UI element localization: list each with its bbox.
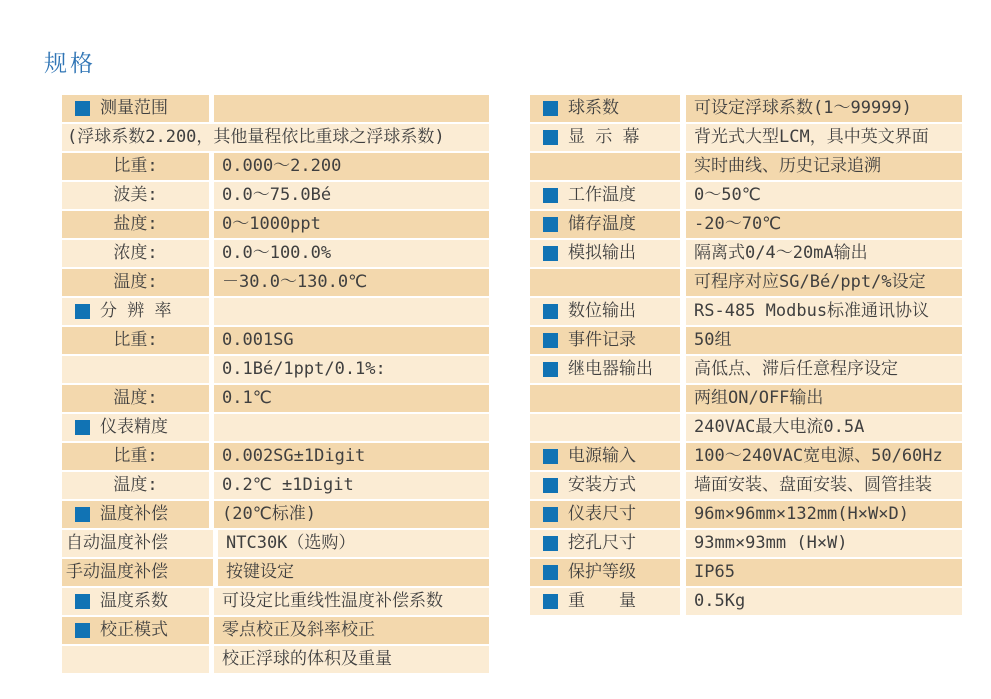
spec-row <box>62 646 489 673</box>
spec-label: 挖孔尺寸 <box>568 533 636 553</box>
spec-value: 背光式大型LCM，具中英文界面 <box>694 127 929 147</box>
bullet-square-icon <box>543 188 558 203</box>
spec-label-cell <box>62 269 209 296</box>
spec-value-cell <box>214 617 489 644</box>
spec-value-cell <box>214 95 489 122</box>
spec-label-cell <box>530 211 680 238</box>
bullet-square-icon <box>75 623 90 638</box>
bullet-square-icon <box>543 101 558 116</box>
bullet-square-icon <box>543 130 558 145</box>
spec-value-cell <box>686 327 962 354</box>
spec-label-cell <box>62 182 209 209</box>
spec-label: 温度: <box>113 388 158 408</box>
spec-value-cell <box>214 385 489 412</box>
spec-label-cell <box>530 414 680 441</box>
spec-value-cell <box>686 153 962 180</box>
spec-label-cell <box>530 95 680 122</box>
spec-value-cell <box>686 240 962 267</box>
spec-value-cell <box>686 95 962 122</box>
spec-label-cell <box>62 211 209 238</box>
spec-label-cell <box>62 327 209 354</box>
spec-label: 盐度: <box>113 214 158 234</box>
bullet-square-icon <box>543 304 558 319</box>
spec-value: 0.1℃ <box>222 388 272 408</box>
spec-value: 100～240VAC宽电源、50/60Hz <box>694 446 943 466</box>
bullet-square-icon <box>543 478 558 493</box>
spec-value-cell <box>218 559 489 586</box>
spec-value-cell <box>214 298 489 325</box>
spec-value-cell <box>218 530 489 557</box>
spec-value: 墙面安装、盘面安装、圆管挂装 <box>694 475 932 495</box>
spec-label-cell <box>62 414 209 441</box>
spec-row <box>62 414 489 441</box>
spec-value-cell <box>214 182 489 209</box>
spec-label-cell <box>62 385 209 412</box>
spec-value-cell <box>214 356 489 383</box>
spec-value-cell <box>214 414 489 441</box>
spec-row <box>530 385 962 412</box>
spec-value: 可设定比重线性温度补偿系数 <box>222 591 443 611</box>
spec-label: 自动温度补偿 <box>66 533 168 553</box>
spec-value: －30.0～130.0℃ <box>222 272 368 292</box>
spec-value: 93mm×93mm (H×W) <box>694 533 848 553</box>
spec-row <box>62 327 489 354</box>
spec-label-cell <box>530 559 680 586</box>
spec-row <box>530 530 962 557</box>
spec-label-cell <box>62 530 213 557</box>
spec-label: 浓度: <box>113 243 158 263</box>
spec-row <box>62 559 489 586</box>
spec-value-cell <box>214 153 489 180</box>
spec-value: 校正浮球的体积及重量 <box>222 649 392 669</box>
spec-value: 0.002SG±1Digit <box>222 446 366 466</box>
spec-row <box>530 356 962 383</box>
spec-label: 比重: <box>113 446 158 466</box>
bullet-square-icon <box>543 507 558 522</box>
right-spec-table <box>530 95 962 617</box>
spec-row <box>530 269 962 296</box>
spec-value: 可设定浮球系数(1～99999) <box>694 98 912 118</box>
spec-label: 比重: <box>113 156 158 176</box>
spec-label: 事件记录 <box>568 330 636 350</box>
spec-label-cell <box>62 240 209 267</box>
spec-row <box>530 240 962 267</box>
spec-label-cell <box>530 124 680 151</box>
spec-value: NTC30K（选购） <box>226 533 356 553</box>
spec-label-cell <box>62 356 209 383</box>
spec-label-cell <box>62 443 209 470</box>
bullet-square-icon <box>75 594 90 609</box>
spec-value: 50组 <box>694 330 732 350</box>
spec-label: 数位输出 <box>568 301 636 321</box>
spec-value: 按键设定 <box>226 562 294 582</box>
spec-label-cell <box>530 385 680 412</box>
spec-row <box>530 588 962 615</box>
spec-row <box>62 588 489 615</box>
bullet-square-icon <box>75 101 90 116</box>
spec-label: 温度: <box>113 272 158 292</box>
spec-value: 隔离式0/4～20mA输出 <box>694 243 868 263</box>
spec-label: 工作温度 <box>568 185 636 205</box>
spec-value-cell <box>214 327 489 354</box>
spec-value-cell <box>686 211 962 238</box>
spec-value: IP65 <box>694 562 735 582</box>
spec-value: 0.000～2.200 <box>222 156 342 176</box>
spec-value-cell <box>214 588 489 615</box>
spec-row <box>530 95 962 122</box>
spec-label-cell <box>530 240 680 267</box>
spec-value: 两组ON/OFF输出 <box>694 388 824 408</box>
spec-row <box>62 385 489 412</box>
spec-value-cell <box>686 124 962 151</box>
spec-label-cell <box>530 182 680 209</box>
page-title: 规格 <box>44 51 96 76</box>
spec-value: 240VAC最大电流0.5A <box>694 417 865 437</box>
spec-row <box>530 472 962 499</box>
spec-label: 显 示 幕 <box>568 127 640 147</box>
spec-value-cell <box>686 298 962 325</box>
spec-row <box>62 240 489 267</box>
spec-row <box>530 443 962 470</box>
spec-value-cell <box>214 646 489 673</box>
spec-row <box>62 443 489 470</box>
spec-value: 0.0～75.0Bé <box>222 185 332 205</box>
bullet-square-icon <box>75 507 90 522</box>
spec-row <box>62 211 489 238</box>
spec-label-cell <box>530 356 680 383</box>
spec-value-cell <box>214 443 489 470</box>
spec-label-cell <box>62 298 209 325</box>
spec-label-cell <box>530 588 680 615</box>
spec-value: 高低点、滞后任意程序设定 <box>694 359 898 379</box>
spec-label: 波美: <box>113 185 158 205</box>
spec-label: 重 量 <box>568 591 636 611</box>
spec-value-cell <box>686 443 962 470</box>
spec-value-cell <box>214 211 489 238</box>
spec-value: 0.0～100.0% <box>222 243 332 263</box>
spec-value-cell <box>686 588 962 615</box>
spec-value: -20～70℃ <box>694 214 782 234</box>
spec-row <box>530 414 962 441</box>
spec-value: RS-485 Modbus标准通讯协议 <box>694 301 930 321</box>
spec-label-cell <box>62 646 209 673</box>
spec-label-cell <box>530 443 680 470</box>
spec-value: 0～50℃ <box>694 185 761 205</box>
spec-row <box>530 182 962 209</box>
spec-label: 保护等级 <box>568 562 636 582</box>
bullet-square-icon <box>543 217 558 232</box>
spec-label: 分 辨 率 <box>100 301 172 321</box>
bullet-square-icon <box>543 333 558 348</box>
spec-label-cell <box>530 327 680 354</box>
spec-label-cell <box>62 95 209 122</box>
spec-value-cell <box>686 385 962 412</box>
spec-label: 温度: <box>113 475 158 495</box>
spec-label: 比重: <box>113 330 158 350</box>
spec-label-cell <box>62 472 209 499</box>
spec-row <box>62 501 489 528</box>
spec-row <box>62 530 489 557</box>
spec-label-cell <box>62 153 209 180</box>
spec-value: 96m×96mm×132mm(H×W×D) <box>694 504 909 524</box>
spec-value: 0.1Bé/1ppt/0.1%: <box>222 359 386 379</box>
spec-row <box>62 269 489 296</box>
spec-label: 仪表精度 <box>100 417 168 437</box>
spec-value-cell <box>686 269 962 296</box>
bullet-square-icon <box>543 449 558 464</box>
spec-row <box>530 153 962 180</box>
spec-row <box>62 95 489 122</box>
bullet-square-icon <box>543 246 558 261</box>
spec-value: 可程序对应SG/Bé/ppt/%设定 <box>694 272 926 292</box>
spec-label-cell <box>62 617 209 644</box>
spec-value-cell <box>214 472 489 499</box>
spec-row <box>62 356 489 383</box>
spec-row <box>62 472 489 499</box>
spec-label: 测量范围 <box>100 98 168 118</box>
spec-label: 模拟输出 <box>568 243 636 263</box>
spec-value: 实时曲线、历史记录追溯 <box>694 156 881 176</box>
spec-row <box>530 298 962 325</box>
spec-label: 电源输入 <box>568 446 636 466</box>
spec-value-cell <box>214 240 489 267</box>
spec-row <box>62 617 489 644</box>
spec-row <box>530 211 962 238</box>
spec-label: 储存温度 <box>568 214 636 234</box>
spec-value-cell <box>686 559 962 586</box>
spec-value: 零点校正及斜率校正 <box>222 620 375 640</box>
spec-label: 校正模式 <box>100 620 168 640</box>
bullet-square-icon <box>543 536 558 551</box>
spec-value: 0.2℃ ±1Digit <box>222 475 354 495</box>
spec-row <box>62 153 489 180</box>
spec-value: 0.001SG <box>222 330 294 350</box>
spec-value-cell <box>686 530 962 557</box>
spec-row <box>530 559 962 586</box>
spec-row <box>530 124 962 151</box>
spec-value: 0～1000ppt <box>222 214 321 234</box>
spec-label: 仪表尺寸 <box>568 504 636 524</box>
spec-value-cell <box>214 269 489 296</box>
spec-value-cell <box>686 182 962 209</box>
spec-label: 球系数 <box>568 98 619 118</box>
bullet-square-icon <box>543 362 558 377</box>
spec-value-cell <box>686 356 962 383</box>
spec-value: (20℃标准) <box>222 504 317 524</box>
spec-row <box>530 327 962 354</box>
bullet-square-icon <box>75 420 90 435</box>
spec-label-cell <box>530 269 680 296</box>
spec-value-cell <box>686 472 962 499</box>
spec-value-cell <box>686 414 962 441</box>
spec-label: 安装方式 <box>568 475 636 495</box>
spec-span-note: (浮球系数2.200，其他量程依比重球之浮球系数) <box>62 124 489 151</box>
spec-row <box>62 298 489 325</box>
spec-label-cell <box>530 298 680 325</box>
spec-row <box>62 182 489 209</box>
spec-label: 温度补偿 <box>100 504 168 524</box>
spec-label-cell <box>530 153 680 180</box>
left-spec-table <box>62 95 489 675</box>
bullet-square-icon <box>543 565 558 580</box>
spec-label-cell <box>62 588 209 615</box>
spec-label: 手动温度补偿 <box>66 562 168 582</box>
spec-label-cell <box>530 472 680 499</box>
spec-label: 温度系数 <box>100 591 168 611</box>
bullet-square-icon <box>75 304 90 319</box>
spec-value: 0.5Kg <box>694 591 746 611</box>
spec-value-cell <box>686 501 962 528</box>
spec-label-cell <box>62 501 209 528</box>
spec-row <box>530 501 962 528</box>
spec-value-cell <box>214 501 489 528</box>
spec-label: 继电器输出 <box>568 359 653 379</box>
spec-label-cell <box>530 501 680 528</box>
spec-label-cell <box>62 559 213 586</box>
spec-label-cell <box>530 530 680 557</box>
spec-row <box>62 124 489 151</box>
bullet-square-icon <box>543 594 558 609</box>
